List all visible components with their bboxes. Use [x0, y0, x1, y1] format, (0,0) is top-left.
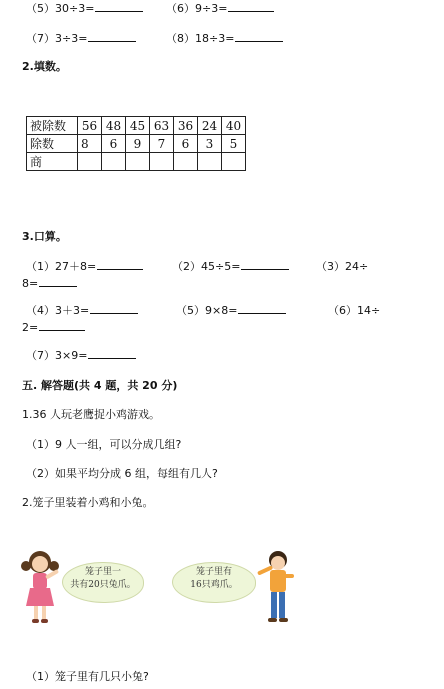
q3-item-label: （7）3×9=	[26, 349, 88, 362]
divisor-cell: 7	[150, 135, 174, 153]
dividend-cell: 36	[174, 117, 198, 135]
q3-item-3	[316, 258, 368, 274]
quotient-cell[interactable]	[222, 153, 246, 171]
dividend-cell: 63	[150, 117, 174, 135]
quotient-cell[interactable]	[102, 153, 126, 171]
q3-title: 3.口算。	[22, 230, 67, 243]
quotient-cell[interactable]	[150, 153, 174, 171]
q2-title: 2.填数。	[22, 60, 67, 73]
divisor-cell: 8	[78, 135, 102, 153]
q3-item-4	[26, 302, 138, 318]
dividend-cell: 45	[126, 117, 150, 135]
speech-bubble-right	[172, 562, 256, 603]
row-header-dividend: 被除数	[27, 117, 78, 135]
answer-blank[interactable]	[39, 275, 77, 287]
divisor-cell: 3	[198, 135, 222, 153]
problem-2-title: 2.笼子里装着小鸡和小兔。	[22, 496, 154, 509]
dividend-cell: 56	[78, 117, 102, 135]
girl-illustration	[18, 548, 64, 626]
quotient-cell[interactable]	[78, 153, 102, 171]
table-row	[27, 153, 246, 171]
q3-item-label: （5）9×8=	[176, 304, 238, 317]
quotient-cell[interactable]	[126, 153, 150, 171]
answer-blank[interactable]	[90, 302, 138, 314]
dividend-cell: 24	[198, 117, 222, 135]
q3-item-1	[26, 258, 143, 274]
row-header-divisor: 除数	[27, 135, 78, 153]
q3-item-label: （2）45÷5=	[172, 260, 241, 273]
q3-item-3-cont	[22, 275, 77, 290]
bubble-left-line-2: 共有20只兔爪。	[70, 580, 136, 590]
prev-item-5	[26, 0, 143, 16]
problem-1-title: 1.36 人玩老鹰捉小鸡游戏。	[22, 408, 160, 421]
answer-blank[interactable]	[228, 0, 274, 12]
q3-item-label: （1）27＋8=	[26, 260, 97, 273]
quotient-cell[interactable]	[198, 153, 222, 171]
prev-item-7	[26, 30, 136, 46]
q3-item-label: 8=	[22, 277, 39, 290]
q3-item-5	[176, 302, 286, 318]
dividend-cell: 48	[102, 117, 126, 135]
bubble-left-line-1: 笼子里一	[84, 567, 121, 577]
q3-item-2	[172, 258, 289, 274]
answer-blank[interactable]	[39, 319, 85, 331]
answer-blank[interactable]	[88, 347, 136, 359]
prev-item-label: （7）3÷3=	[26, 32, 88, 45]
quotient-cell[interactable]	[174, 153, 198, 171]
answer-blank[interactable]	[238, 302, 286, 314]
q3-item-label: （4）3＋3=	[26, 304, 90, 317]
q3-item-label: （6）14÷	[328, 304, 381, 317]
prev-item-label: （5）30÷3=	[26, 2, 95, 15]
divisor-cell: 9	[126, 135, 150, 153]
divisor-cell: 6	[102, 135, 126, 153]
speech-bubble-left	[62, 562, 144, 603]
section-heading: 五. 解答题(共 4 题，共 20 分)	[22, 379, 178, 392]
dividend-cell: 40	[222, 117, 246, 135]
problem-1-question-2: （2）如果平均分成 6 组，每组有几人?	[26, 467, 218, 480]
prev-item-8	[166, 30, 283, 46]
bubble-right-line-2: 16只鸡爪。	[190, 580, 238, 590]
answer-blank[interactable]	[88, 30, 136, 42]
divisor-cell: 6	[174, 135, 198, 153]
divisor-cell: 5	[222, 135, 246, 153]
q3-item-6	[328, 302, 380, 318]
bubble-right-line-1: 笼子里有	[195, 567, 232, 577]
boy-illustration	[254, 548, 298, 628]
q3-item-7	[26, 347, 136, 363]
prev-item-6	[166, 0, 274, 16]
answer-blank[interactable]	[95, 0, 143, 12]
table-row	[27, 135, 246, 153]
problem-2-question-1: （1）笼子里有几只小兔?	[26, 670, 149, 683]
table-row	[27, 117, 246, 135]
q3-item-label: （3）24÷	[316, 260, 369, 273]
division-table	[26, 116, 246, 171]
row-header-quotient: 商	[27, 153, 78, 171]
answer-blank[interactable]	[241, 258, 289, 270]
q3-item-label: 2=	[22, 321, 39, 334]
prev-item-label: （6）9÷3=	[166, 2, 228, 15]
answer-blank[interactable]	[97, 258, 143, 270]
answer-blank[interactable]	[235, 30, 283, 42]
problem-1-question-1: （1）9 人一组，可以分成几组?	[26, 438, 182, 451]
prev-item-label: （8）18÷3=	[166, 32, 235, 45]
q3-item-6-cont	[22, 319, 85, 334]
